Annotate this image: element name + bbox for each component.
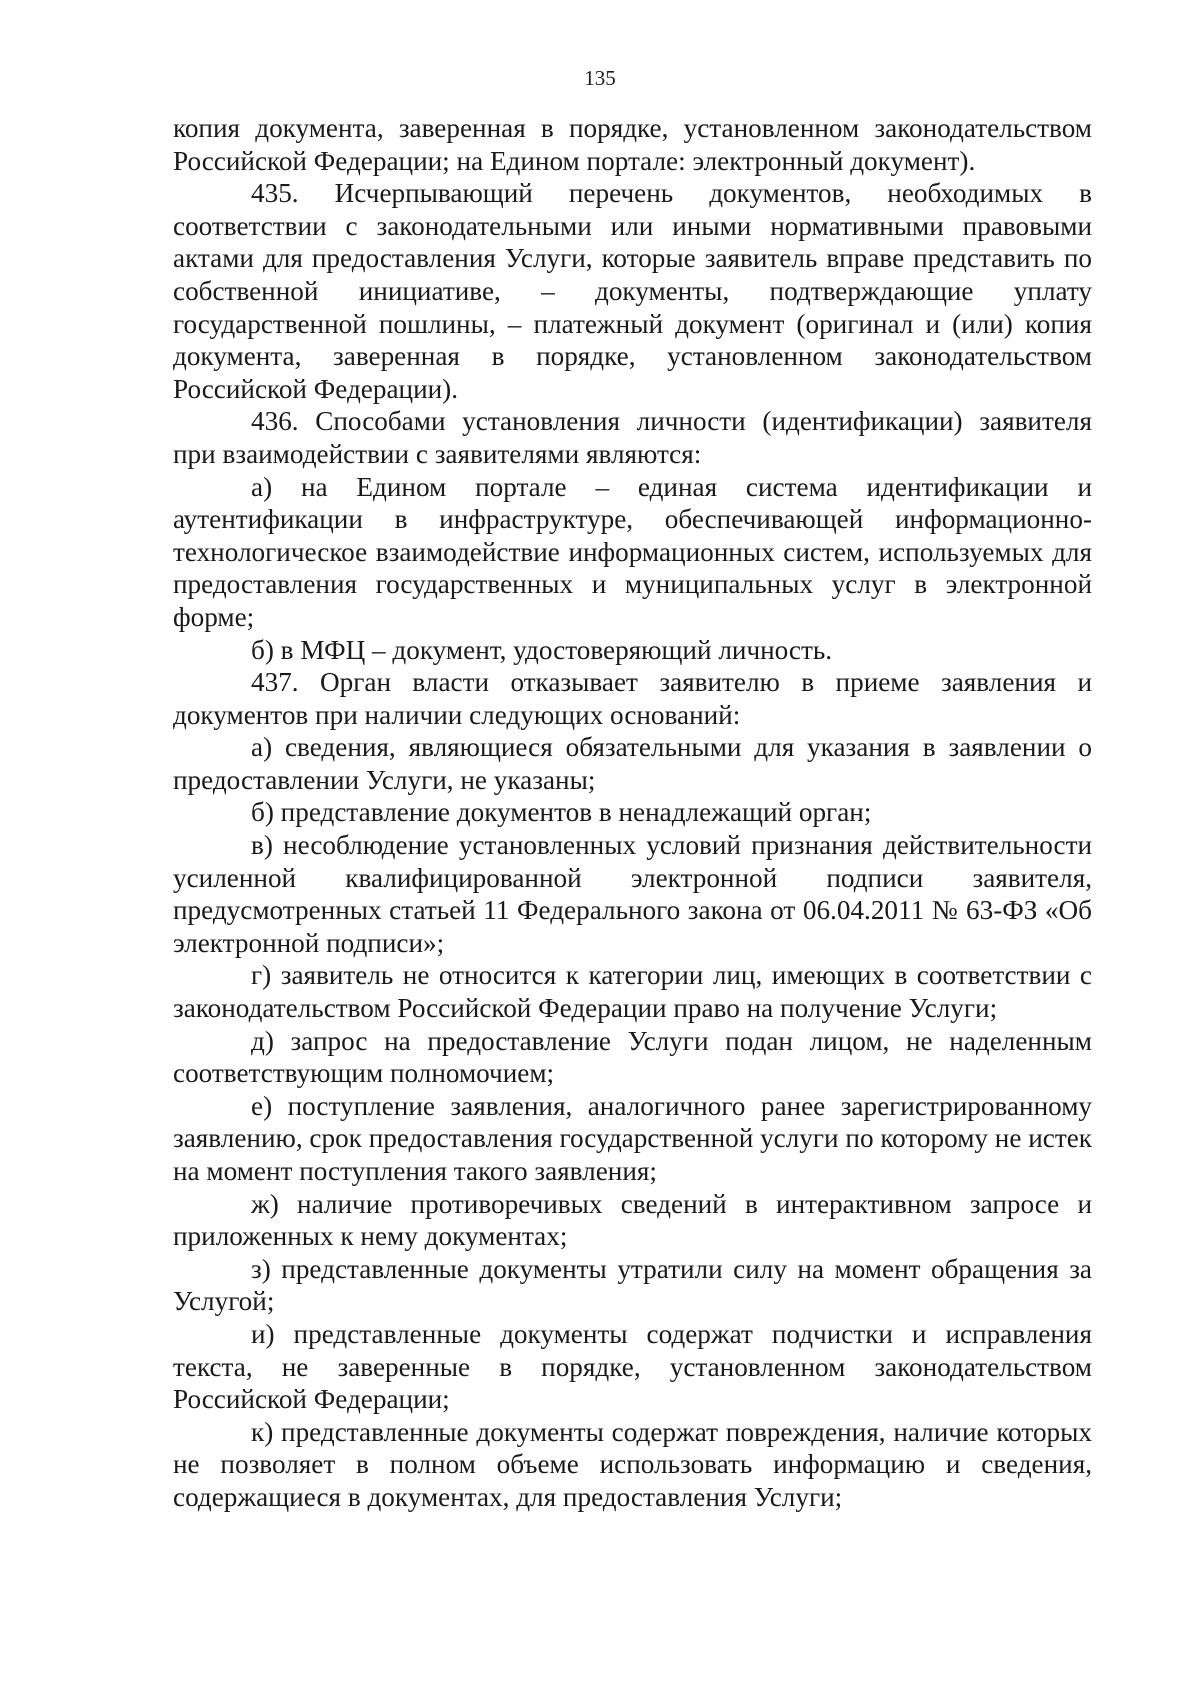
paragraph-subitem-437-g: г) заявитель не относится к категории лиц, имеющих в соответствии с законодательством Российской Федерации право на получение Услуги; (173, 960, 1092, 1024)
paragraph-subitem-437-v: в) несоблюдение установленных условий признания действительности усиленной квалифицированной электронной подписи заявителя, предусмотренных статьей 11 Федерального закона от 06.04.2011 № 63-ФЗ «Об электронной подписи»; (173, 830, 1092, 958)
paragraph-subitem-437-e: е) поступление заявления, аналогичного ранее зарегистрированному заявлению, срок предоставления государственной услуги по которому не истек на момент поступления такого заявления; (173, 1090, 1092, 1186)
paragraph-item-435: 435. Исчерпывающий перечень документов, необходимых в соответствии с законодательными или иными нормативными правовыми актами для предоставления Услуги, которые заявитель вправе представить по собственной инициативе, – документы, подтверждающие уплату государственной пошлины, – платежный документ (оригинал и (или) копия документа, заверенная в порядке, установленном законодательством Российской Федерации). (173, 178, 1092, 404)
paragraph-subitem-437-zh: ж) наличие противоречивых сведений в интерактивном запросе и приложенных к нему документах; (173, 1188, 1092, 1252)
paragraph-subitem-437-k: к) представленные документы содержат повреждения, наличие которых не позволяет в полном объеме использовать информацию и сведения, содержащиеся в документах, для предоставления Услуги; (173, 1416, 1092, 1512)
paragraph-subitem-437-i: и) представленные документы содержат подчистки и исправления текста, не заверенные в порядке, установленном законодательством Российской Федерации; (173, 1318, 1092, 1415)
paragraph-subitem-437-b: б) представление документов в ненадлежащий орган; (251, 797, 872, 828)
paragraph-item-437: 437. Орган власти отказывает заявителю в приеме заявления и документов при наличии следующих оснований: (173, 667, 1092, 730)
paragraph-item-436: 436. Способами установления личности (идентификации) заявителя при взаимодействии с заявителями являются: (173, 406, 1092, 469)
paragraph-continuation: копия документа, заверенная в порядке, установленном законодательством Российской Федерации; на Едином портале: электронный документ). (173, 113, 1092, 176)
paragraph-subitem-436-b: б) в МФЦ – документ, удостоверяющий личность. (251, 634, 833, 665)
paragraph-subitem-437-d: д) запрос на предоставление Услуги подан лицом, не наделенным соответствующим полномочием; (173, 1025, 1092, 1089)
document-body (173, 112, 1092, 1514)
paragraph-subitem-437-a: а) сведения, являющиеся обязательными для указания в заявлении о предоставлении Услуги, не указаны; (173, 732, 1092, 795)
paragraph-subitem-437-z: з) представленные документы утратили силу на момент обращения за Услугой; (173, 1253, 1092, 1317)
paragraph-subitem-436-a: а) на Едином портале – единая система идентификации и аутентификации в инфраструктуре, обеспечивающей информационно-технологическое взаимодействие информационных систем, используемых для предоставления государственных и муниципальных услуг в электронной форме; (173, 471, 1092, 632)
page-number: 135 (584, 66, 616, 90)
